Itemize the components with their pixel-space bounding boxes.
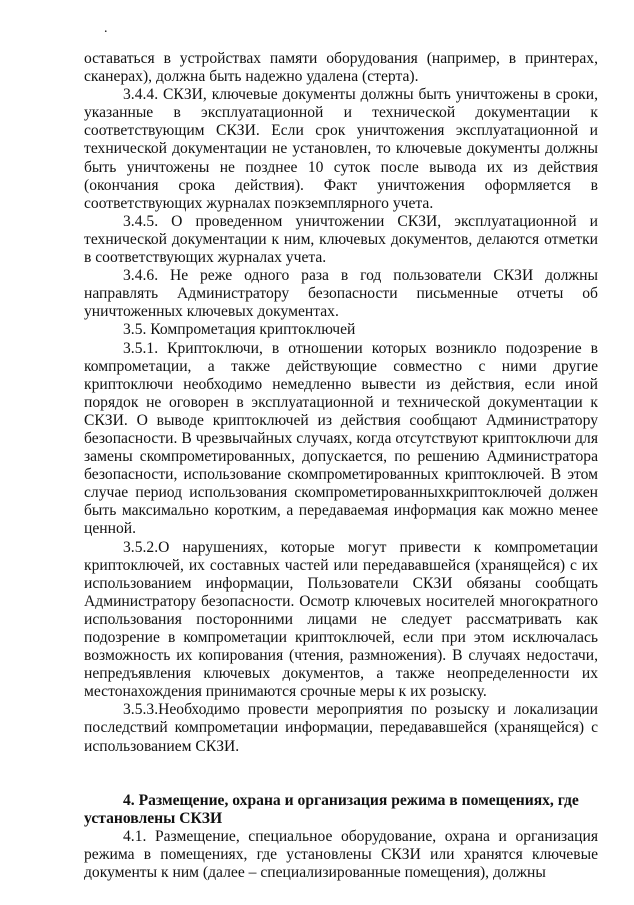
paragraph-continuation: оставаться в устройствах памяти оборудования (например, в принтерах, сканерах), должна быть надежно удалена (стерта). xyxy=(84,50,598,86)
paragraph-4-1: 4.1. Размещение, специальное оборудование, охрана и организация режима в помещениях, где установлены СКЗИ или хранятся ключевые документы к ним (далее – специализированные помещения), должны xyxy=(84,827,598,882)
paragraph-3-5-1: 3.5.1. Криптоключи, в отношении которых возникло подозрение в компрометации, а также действующие совместно с ними другие криптоключи необходимо немедленно вывести из действия, если иной порядок не оговорен в эксплуатационной и технической документации к СКЗИ. О выводе криптоключей из действия сообщают Администратору безопасности. В чрезвычайных случаях, когда отсутствуют криптоключи для замены скомпрометированных, допускается, по решению Администратора безопасности, использование скомпрометированных криптоключей. В этом случае период использования скомпрометированныхкриптоключей должен быть максимально коротким, а передаваемая информация как можно менее ценной. xyxy=(84,339,598,538)
paragraph-3-5-2: 3.5.2.О нарушениях, которые могут привести к компрометации криптоключей, их составных частей или передававшейся (хранящейся) с их использованием информации, Пользователи СКЗИ обязаны сообщать Администратору безопасности. Осмотр ключевых носителей многократного использования посторонними лицами не следует рассматривать как подозрение в компрометации криптоключей, если при этом исключалась возможность их копирования (чтения, размножения). В случаях недостачи, непредъявления ключевых документов, а также неопределенности их местонахождения принимаются срочные меры к их розыску. xyxy=(84,538,598,701)
document-page xyxy=(84,50,598,882)
subsection-heading-3-5: 3.5. Компрометация криптоключей xyxy=(123,321,356,339)
paragraph-3-4-6: 3.4.6. Не реже одного раза в год пользователи СКЗИ должны направлять Администратору безопасности письменные отчеты об уничтоженных ключевых документах. xyxy=(84,267,598,321)
section-heading-4: 4. Размещение, охрана и организация режима в помещениях, где установлены СКЗИ xyxy=(84,791,579,827)
paragraph-3-4-4: 3.4.4. СКЗИ, ключевые документы должны быть уничтожены в сроки, указанные в эксплуатационной и технической документации к соответствующим СКЗИ. Если срок уничтожения эксплуатационной и технической документации не установлен, то ключевые документы должны быть уничтожены не позднее 10 суток после вывода их из действия (окончания срока действия). Факт уничтожения оформляется в соответствующих журналах поэкземплярного учета. xyxy=(84,86,598,212)
paragraph-3-5-3: 3.5.3.Необходимо провести мероприятия по розыску и локализации последствий компрометации информации, передававшейся (хранящейся) с использованием СКЗИ. xyxy=(84,701,598,755)
paragraph-3-4-5: 3.4.5. О проведенном уничтожении СКЗИ, эксплуатационной и технической документации к ним, ключевых документов, делаются отметки в соответствующих журналах учета. xyxy=(84,212,598,267)
section-gap xyxy=(84,756,598,792)
top-mark: . xyxy=(104,21,108,36)
